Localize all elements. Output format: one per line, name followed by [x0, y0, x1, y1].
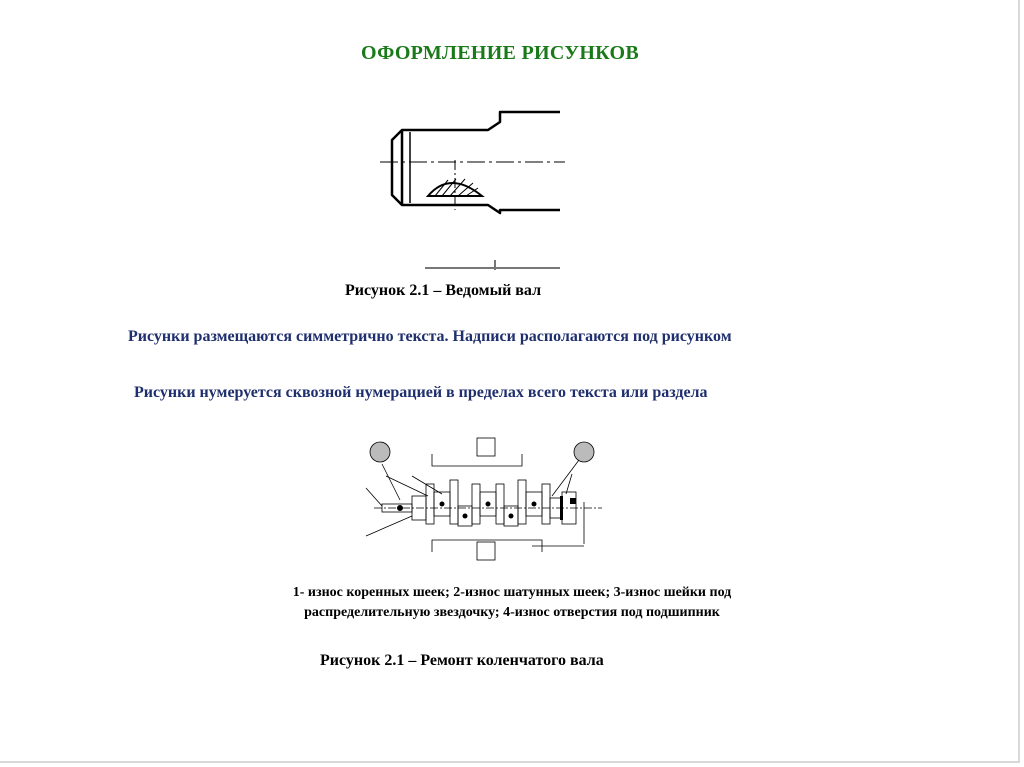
crankshaft-drawing — [352, 436, 604, 566]
figure2-caption: Рисунок 2.1 – Ремонт коленчатого вала — [320, 652, 604, 669]
shaft-drawing — [380, 100, 570, 275]
figure2-legend — [0, 583, 1024, 623]
rule-text-line2: Рисунки нумеруется сквозной нумерацией в пределах всего текста или раздела — [134, 384, 708, 401]
rule-text-line1: Рисунки размещаются симметрично текста. Надписи располагаются под рисунком — [128, 328, 732, 345]
legend-line-2: распределительную звездочку; 4-износ отверстия под подшипник — [304, 605, 720, 620]
slide-title: ОФОРМЛЕНИЕ РИСУНКОВ — [361, 42, 639, 64]
figure1-caption: Рисунок 2.1 – Ведомый вал — [345, 282, 542, 299]
legend-line-1: 1- износ коренных шеек; 2-износ шатунных шеек; 3-износ шейки под — [292, 585, 732, 600]
